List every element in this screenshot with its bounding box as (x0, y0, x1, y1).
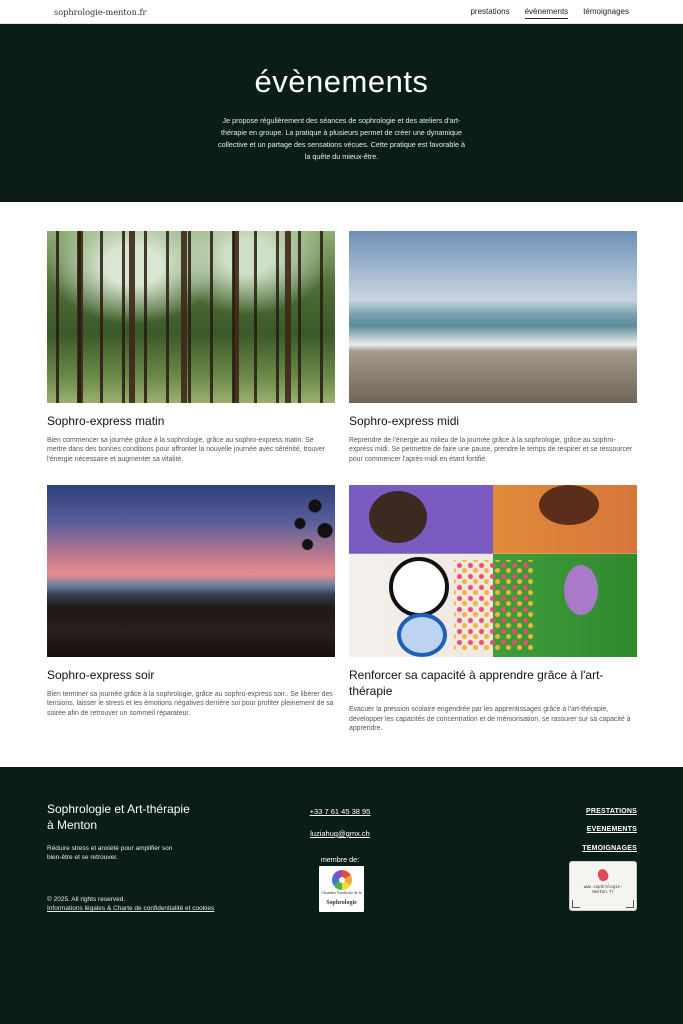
nav-link-temoignages[interactable]: témoignages (583, 7, 629, 16)
event-card-evening (47, 485, 335, 718)
sticker-corner (572, 900, 580, 908)
logo-text-line2: Sophrologie (326, 900, 357, 906)
page-title: évènements (254, 64, 429, 99)
site-footer (0, 767, 683, 1024)
event-card-art-therapy (349, 485, 637, 734)
legal-link[interactable]: Informations légales & Charte de confidentialité et cookies (47, 905, 215, 912)
event-card-title: Sophro-express soir (47, 668, 155, 682)
logo-text-line1: Chambre Syndicale de la (321, 890, 362, 895)
footer-link-temoignages[interactable]: TEMOIGNAGES (582, 845, 637, 852)
footer-title: Sophrologie et Art-thérapie à Menton (47, 802, 190, 832)
beach-photo (349, 231, 637, 403)
footer-copyright: © 2025. All rights reserved. (47, 896, 126, 903)
art-shape (389, 557, 449, 617)
art-shape (397, 613, 447, 657)
hero-description: Je propose régulièrement des séances de sophrologie et des ateliers d'art-thérapie en groupe. La pratique à plusieurs permet de créer une dynamique collective et un partage des sensations vécues. Cette pratique est favorable à la quête du mieux-être. (218, 116, 465, 161)
art-shape (539, 485, 599, 525)
leaves-silhouette (285, 485, 335, 555)
event-card-description: Reprendre de l'énergie au milieu de la journée grâce à la sophrologie, grâce au sophro-express midi. Se permettre de faire une pause, prendre le temps de respirer et se ressourcer pour commencer l'après-midi en étant fortifié. (349, 436, 633, 463)
event-card-morning (47, 231, 335, 464)
website-sticker-image (569, 861, 637, 911)
hero-section (0, 24, 683, 202)
art-shape (564, 565, 598, 615)
art-shape (369, 491, 427, 543)
event-card-title: Renforcer sa capacité à apprendre grâce à l'art-thérapie (349, 668, 604, 698)
nav-link-prestations[interactable]: prestations (470, 7, 510, 16)
flower-logo-icon (332, 870, 352, 890)
event-card-title: Sophro-express midi (349, 414, 460, 428)
art-shape (454, 560, 534, 650)
sticker-corner (626, 900, 634, 908)
dusk-photo (47, 485, 335, 657)
sticker-text: www.sophrologie-menton.fr (583, 884, 623, 894)
phone-link[interactable]: +33 7 61 45 38 95 (309, 807, 371, 816)
chambre-syndicale-logo[interactable] (319, 866, 364, 912)
event-card-midday (349, 231, 637, 464)
event-card-description: Bien terminer sa journée grâce à la sophrologie, grâce au sophro-express soir.. Se libérer des tensions, laisser le stress et les émotions négatives derrière soi pour profiter pleinement de sa soirée afin de retrouver un sommeil réparateur. (47, 690, 334, 717)
event-card-title: Sophro-express matin (47, 414, 165, 428)
event-card-description: Bien commencer sa journée grâce à la sophrologie, grâce au sophro-express matin. Se mettre dans des bonnes conditions pour affronter la nouvelle journée avec sérénité, trouver l'énergie nécessaire et augmenter sa vitalité. (47, 436, 325, 463)
nav-link-evenements[interactable]: évènements (525, 7, 569, 19)
email-link[interactable]: luziahug@gmx.ch (310, 829, 370, 838)
top-navigation (0, 0, 683, 24)
site-brand-link[interactable]: sophrologie-menton.fr (54, 7, 147, 17)
footer-link-evenements[interactable]: EVENEMENTS (586, 826, 637, 833)
footer-tagline: Réduire stress et anxiété pour amplifier son bien-être et se retrouver. (47, 845, 173, 861)
footer-link-prestations[interactable]: PRESTATIONS (586, 808, 637, 815)
member-label: membre de: (320, 855, 360, 864)
event-card-description: Evacuer la pression scolaire engendrée par les apprentissages grâce à l'art-thérapie, développer les capacités de concentration et de mémorisation, se rassurer sur sa capacité à apprendre. (349, 706, 631, 732)
children-art-photo (349, 485, 637, 657)
sticker-mark-icon (596, 868, 610, 883)
forest-photo (47, 231, 335, 403)
main-menu (470, 7, 629, 19)
